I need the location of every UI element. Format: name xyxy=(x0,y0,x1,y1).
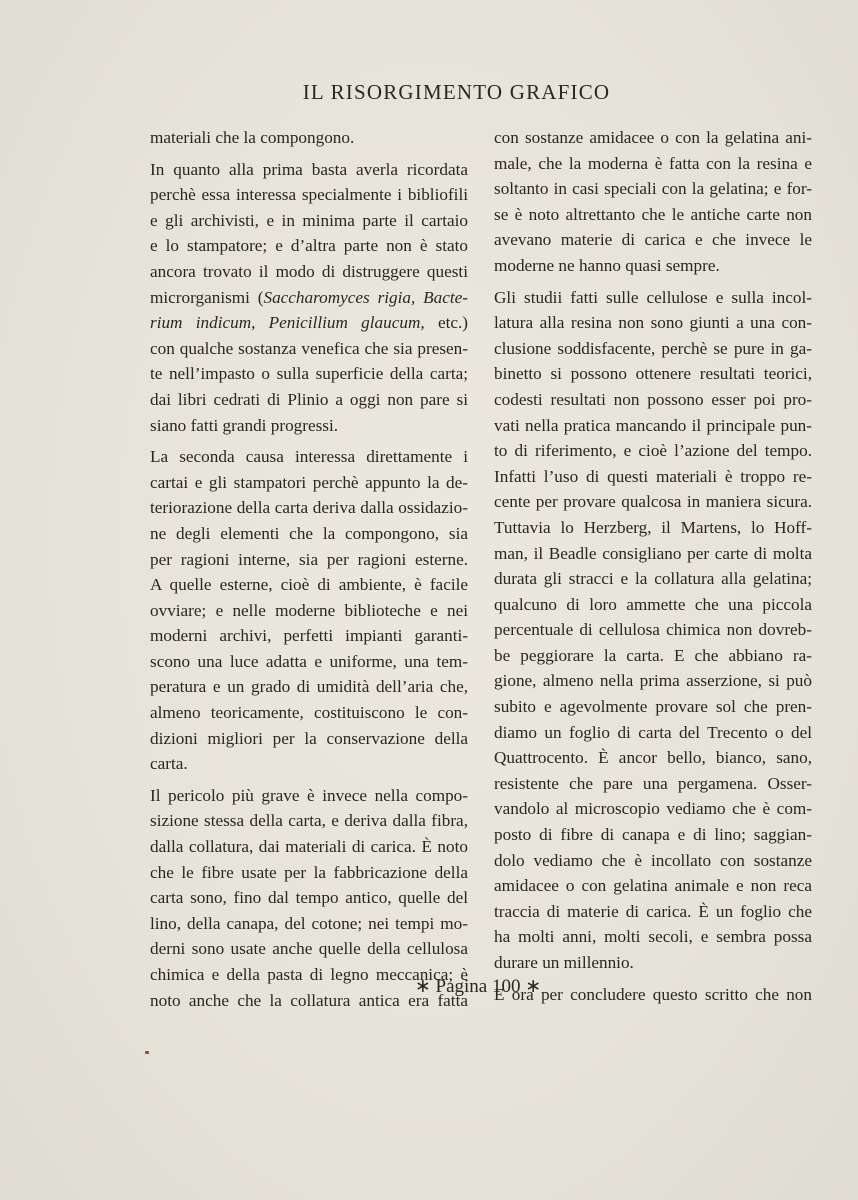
text-line: latura alla resina non sono giunti a una con- xyxy=(494,313,812,333)
text-line: binetto si possono ottenere resultati teorici, xyxy=(494,364,812,384)
text-line: vandolo al microscopio vediamo che è com- xyxy=(494,799,812,819)
page-number: ∗ Pagina 100 ∗ xyxy=(414,976,542,997)
text-line: materiali che la compongono. xyxy=(150,128,355,147)
text-line: ne degli elementi che la compongono, sia xyxy=(150,523,468,543)
text-line: Quattrocento. È ancor bello, bianco, sano, xyxy=(494,748,812,768)
text-line: man, il Beadle consigliano per carte di molta xyxy=(494,543,812,563)
text-line: dolo vediamo che è incollato con sostanze xyxy=(494,850,812,870)
text-line: noto anche che la collatura antica era fatta xyxy=(150,990,468,1010)
text-line: carta. xyxy=(150,754,188,774)
text-line: con qualche sostanza venefica che sia presen- xyxy=(150,338,468,358)
text-line: E ora per concludere questo scritto che non xyxy=(494,984,812,1004)
text-line: chimica e della pasta di legno meccanica; è xyxy=(150,965,468,984)
text-line: traccia di materie di carica. È un foglio che xyxy=(494,901,812,921)
text-line: A quelle esterne, cioè di ambiente, è facile xyxy=(150,575,468,595)
text-line: ancora trovato il modo di distruggere questi xyxy=(150,261,468,281)
text-line: teriorazione della carta deriva dalla ossidazio- xyxy=(150,498,468,518)
text-line: diamo un foglio di carta del Trecento o del xyxy=(494,722,812,742)
text-line: avevano materie di carica e che invece le xyxy=(494,230,812,250)
text-line: se è noto altrettanto che le antiche carte non xyxy=(494,204,812,224)
text-line: posto di fibre di canapa e di lino; saggian- xyxy=(494,825,812,845)
text-line: Infatti l’uso di questi materiali è troppo re- xyxy=(494,466,812,486)
text-line: In quanto alla prima basta averla ricordata xyxy=(150,159,468,179)
text-line: te nell’impasto o sulla superficie della carta; xyxy=(150,364,468,384)
text-line: ha molti anni, molti secoli, e sembra possa xyxy=(494,927,812,947)
page-footer xyxy=(0,975,858,998)
running-header xyxy=(0,80,858,105)
text-line: scono una luce adatta e uniforme, una tem- xyxy=(150,651,468,671)
text-column-right xyxy=(494,125,812,1007)
text-line: moderne ne hanno quasi sempre. xyxy=(494,255,720,275)
text-line: durare un millennio. xyxy=(494,953,634,972)
text-line: Gli studii fatti sulle cellulose e sulla incol- xyxy=(494,287,812,307)
text-line: clusione soddisfacente, perchè se pure in ga- xyxy=(494,338,812,358)
text-line: sizione stessa della carta, e deriva dalla fibra, xyxy=(150,811,468,831)
text-line: vati nella pratica mancando il principale pun- xyxy=(494,415,812,435)
text-line: siano fatti grandi progressi. xyxy=(150,415,339,435)
text-line: dizioni migliori per la conservazione della xyxy=(150,728,468,748)
text-line: per ragioni interne, sia per ragioni esterne. xyxy=(150,549,468,569)
text-line: con sostanze amidacee o con la gelatina ani- xyxy=(494,128,812,147)
header-title: IL RISORGIMENTO GRAFICO xyxy=(302,80,611,104)
text-line: gione, almeno nella prima asserzione, si può xyxy=(494,671,812,691)
text-line: codesti resultati non possono esser poi pro- xyxy=(494,389,812,409)
text-line: durata gli stracci e la collatura alla gelatina; xyxy=(494,569,812,589)
ink-speck xyxy=(145,1051,149,1054)
text-line: be peggiorare la carta. E che abbiano ra- xyxy=(494,645,812,665)
text-line: ovviare; e nelle moderne biblioteche e nei xyxy=(150,600,468,620)
text-line: La seconda causa interessa direttamente i xyxy=(150,447,468,467)
text-line: peratura e un grado di umidità dell’aria che, xyxy=(150,677,468,697)
text-line: Tuttavia lo Herzberg, il Martens, lo Hoff- xyxy=(494,517,812,537)
text-line: subito e agevolmente provare sol che pren- xyxy=(494,697,812,717)
italic-term: Saccharomyces rigia, Bacte- xyxy=(263,287,468,307)
text-line: dalla collatura, dai materiali di carica. È noto xyxy=(150,837,468,857)
text-line: che le fibre usate per la fabbricazione della xyxy=(150,862,468,882)
text-line: soltanto in casi speciali con la gelatina; e for- xyxy=(494,179,812,199)
text-line: male, che la moderna è fatta con la resina e xyxy=(494,153,812,173)
text-line: resistente che pare una pergamena. Osser- xyxy=(494,773,812,793)
text-line: dai libri cedrati di Plinio a oggi non pare si xyxy=(150,389,468,409)
text-line: to di riferimento, e cioè l’azione del tempo. xyxy=(494,441,812,461)
text-line: rium indicum, Penicillium glaucum, etc.) xyxy=(150,313,468,333)
text-line: e gli archivisti, e in minima parte il cartaio xyxy=(150,210,468,230)
text-line: perchè essa interessa specialmente i bibliofili xyxy=(150,185,468,205)
text-line: lino, della canapa, del cotone; nei tempi mo- xyxy=(150,913,468,933)
text-line: percentuale di cellulosa chimica non dovreb- xyxy=(494,620,812,640)
text-column-left xyxy=(150,125,468,1013)
text-line: microrganismi (Saccharomyces rigia, Bacte- xyxy=(150,287,468,307)
text-line: derni sono usate anche quelle della cellulosa xyxy=(150,939,468,959)
italic-term: rium indicum, Penicillium glaucum, xyxy=(150,313,425,333)
text-line: amidacee o con gelatina animale e non reca xyxy=(494,876,812,896)
text-line: cartai e gli stampatori perchè appunto la de- xyxy=(150,472,468,492)
text-line: carta sono, fino dal tempo antico, quelle del xyxy=(150,888,468,908)
text-line: moderni archivi, perfetti impianti garanti- xyxy=(150,626,468,646)
text-line: cente per provare qualcosa in maniera sicura. xyxy=(494,492,812,512)
text-line: qualcuno di loro ammette che una piccola xyxy=(494,594,812,614)
text-line: e lo stampatore; e d’altra parte non è stato xyxy=(150,236,468,256)
text-line: Il pericolo più grave è invece nella compo- xyxy=(150,785,468,805)
text-line: almeno teoricamente, costituiscono le con- xyxy=(150,703,468,723)
